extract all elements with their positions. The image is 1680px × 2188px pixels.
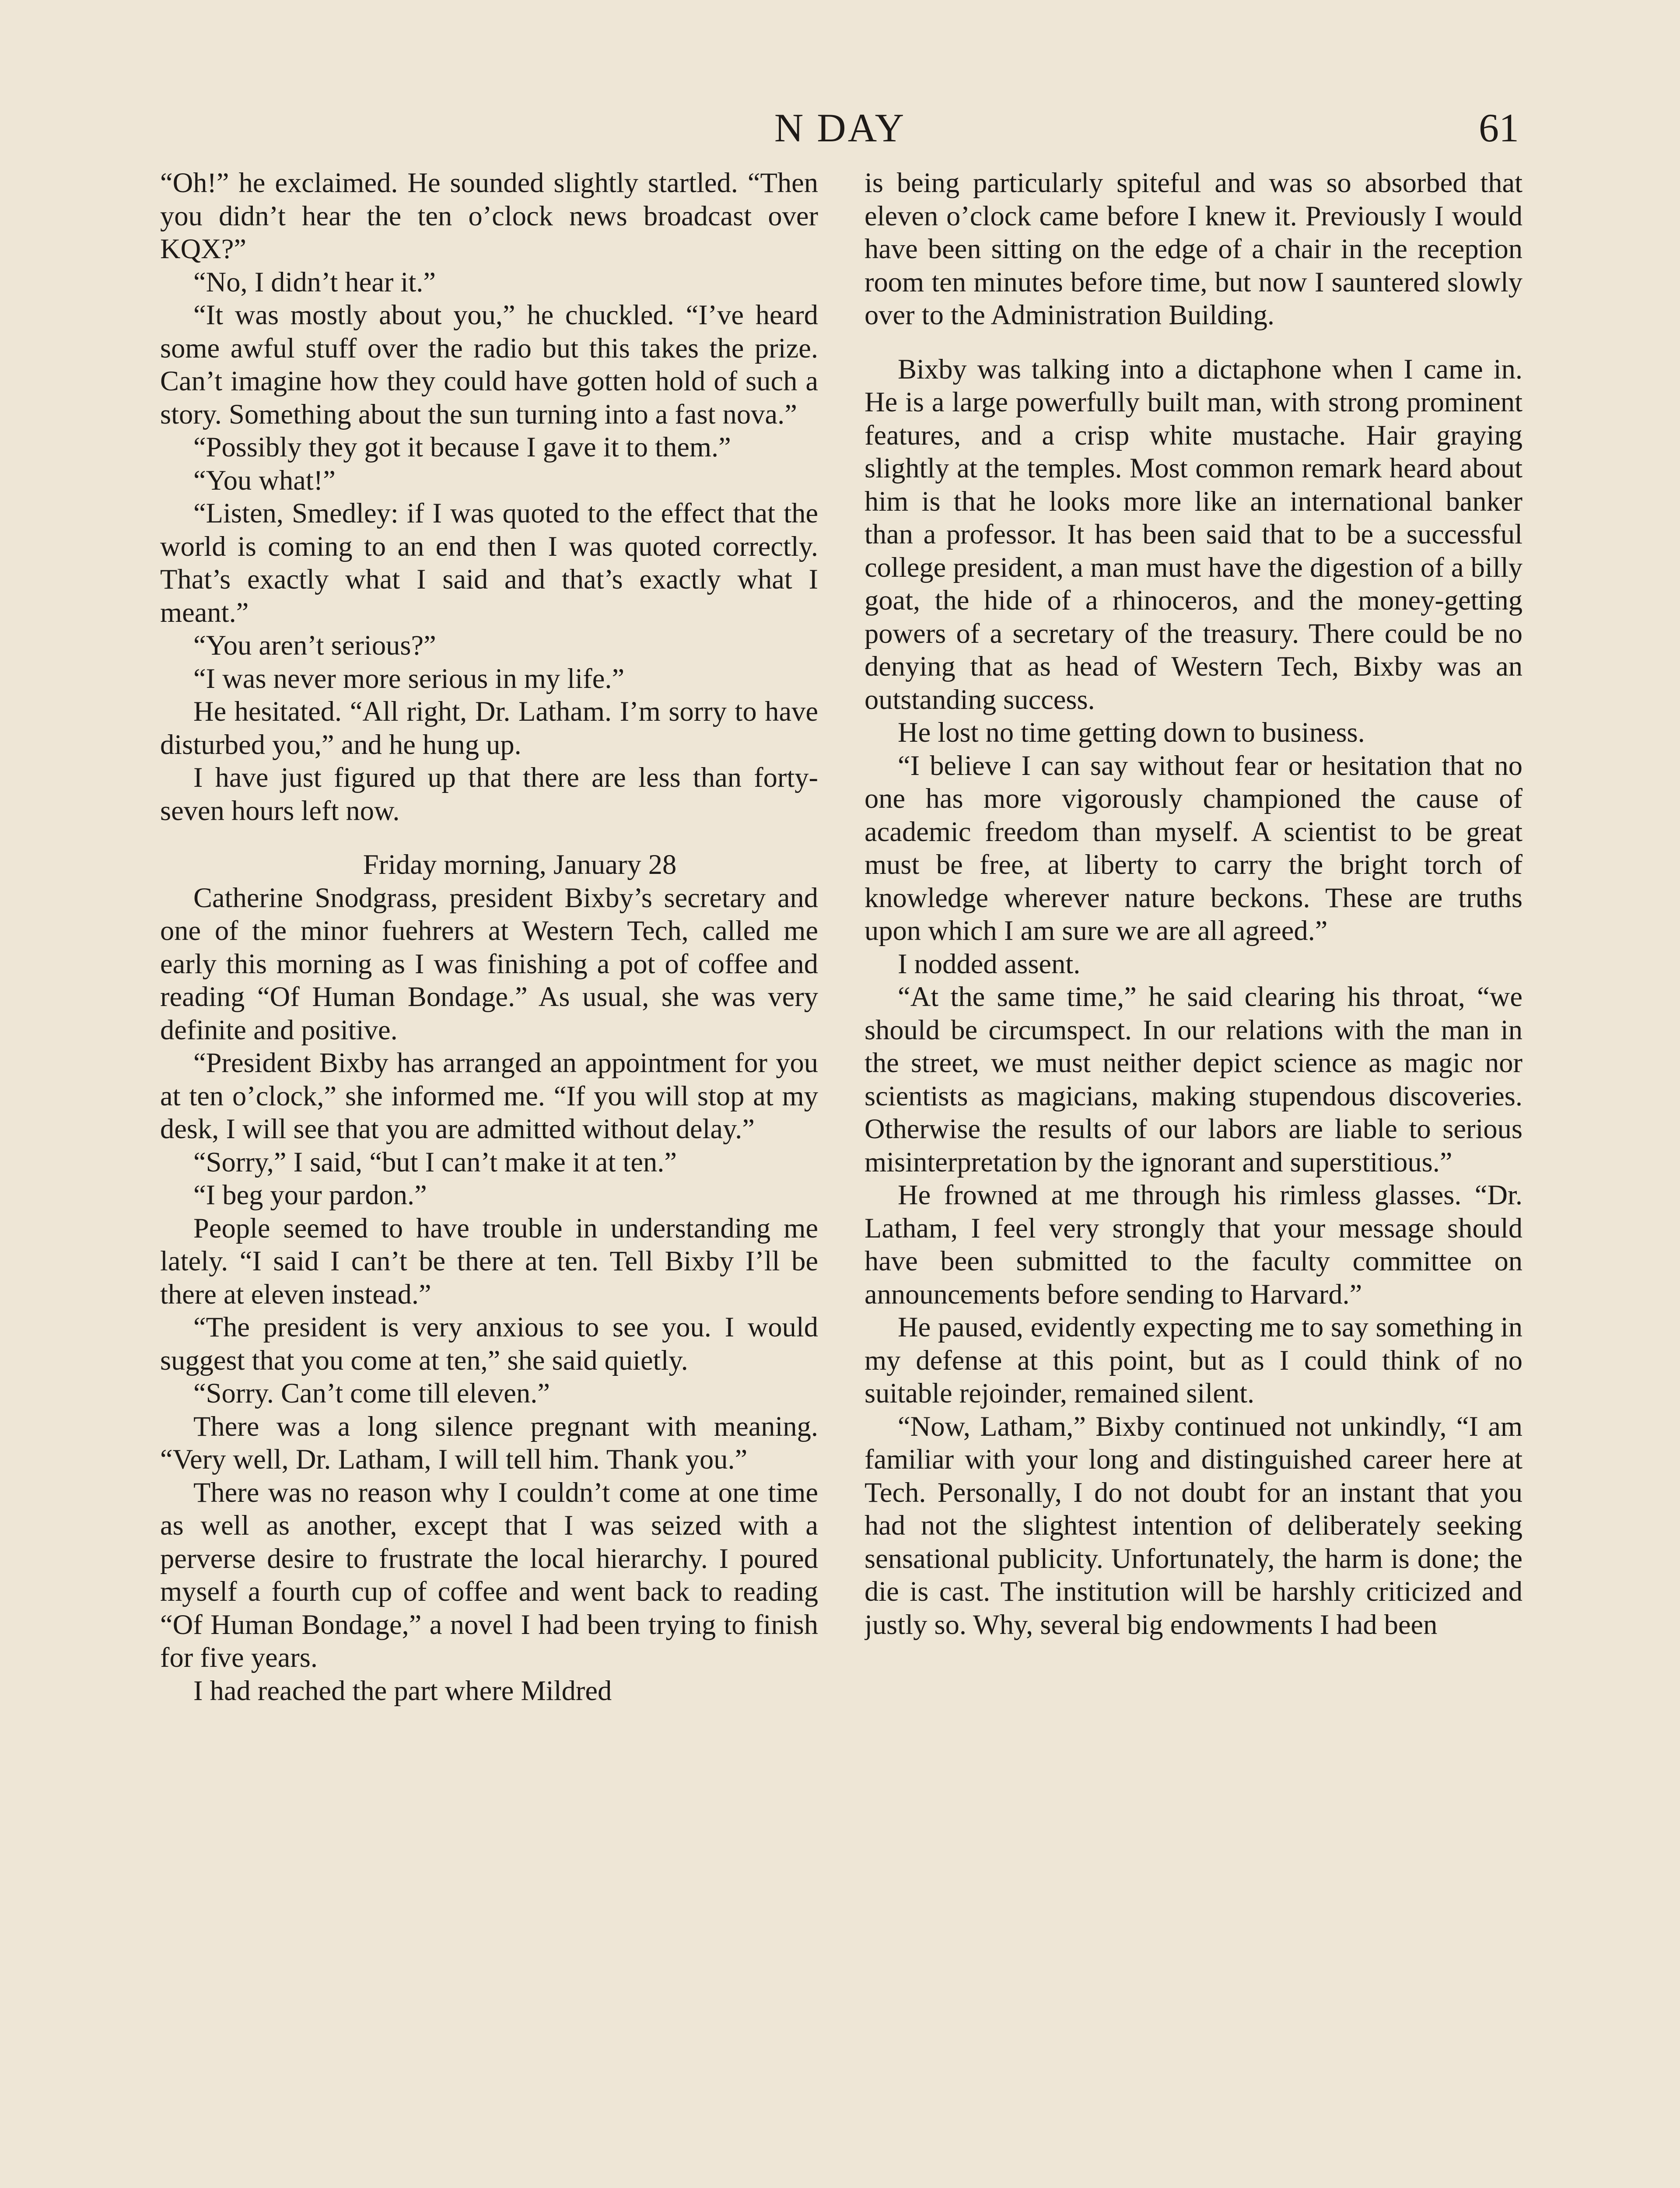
paragraph: I had reached the part where Mildred xyxy=(193,1675,612,1706)
page-header xyxy=(161,102,1519,154)
paragraph: “No, I didn’t hear it.” xyxy=(193,266,436,298)
paragraph: There was no reason why I couldn’t come at one time as well as another, except that I was seized with a perverse desire to frustrate the local hierarchy. I poured myself a fourth cup of coffee and went back to reading “Of Human Bondage,” a novel I had been trying to finish for five years. xyxy=(160,1476,818,1673)
dateline: Friday morning, January 28 xyxy=(363,849,677,880)
paragraph: “Oh!” he exclaimed. He sounded slightly startled. “Then you didn’t hear the ten o’clock news broadcast over KQX?” xyxy=(160,167,818,264)
paragraph: is being particularly spiteful and was so absorbed that eleven o’clock came before I knew it. Previously I would have been sitting on the edge of a chair in the reception room ten minutes before time, but now I sauntered slowly over to the Administration Building. xyxy=(864,167,1522,330)
paragraph: He frowned at me through his rimless glasses. “Dr. Latham, I feel very strongly that your message should have been submitted to the faculty committee on announcements before sending to Harvard.” xyxy=(864,1179,1522,1310)
paragraph: “Now, Latham,” Bixby continued not unkindly, “I am familiar with your long and distinguished career here at Tech. Personally, I do not doubt for an instant that you had not the slightest intention of deliberately seeking sensational publicity. Unfortunately, the harm is done; the die is cast. The institution will be harshly criticized and justly so. Why, several big endowments I had been xyxy=(864,1410,1522,1640)
paragraph: “I was never more serious in my life.” xyxy=(193,663,625,694)
paragraph: I have just figured up that there are less than forty-seven hours left now. xyxy=(160,762,818,826)
paragraph: “I believe I can say without fear or hesitation that no one has more vigorously championed the cause of academic freedom than myself. A scientist to be great must be free, at liberty to carry the bright torch of knowledge wherever nature beckons. These are truths upon which I am sure we are all agreed.” xyxy=(864,750,1522,946)
paragraph: He paused, evidently expecting me to say something in my defense at this point, but as I could think of no suitable rejoinder, remained silent. xyxy=(864,1311,1522,1409)
running-title: N DAY xyxy=(774,105,906,150)
paragraph: “Listen, Smedley: if I was quoted to the effect that the world is coming to an end then I was quoted correctly. That’s exactly what I said and that’s exactly what I meant.” xyxy=(160,498,818,628)
paragraph: I nodded assent. xyxy=(898,948,1081,979)
paragraph: “At the same time,” he said clearing his throat, “we should be circumspect. In our relations with the man in the street, we must neither depict science as magic nor scientists as magicians, making stupendous discoveries. Otherwise the results of our labors are liable to serious misinterpretation by the ignorant and superstitious.” xyxy=(864,981,1522,1178)
paragraph: “You what!” xyxy=(193,464,336,496)
paragraph: “Sorry,” I said, “but I can’t make it at ten.” xyxy=(193,1146,677,1178)
paragraph: “I beg your pardon.” xyxy=(193,1179,427,1210)
right-column xyxy=(864,166,1522,2188)
paragraph: “Sorry. Can’t come till eleven.” xyxy=(193,1378,550,1409)
paragraph: Bixby was talking into a dictaphone when I came in. He is a large powerfully built man, with strong prominent features, and a crisp white mustache. Hair graying slightly at the temples. Most common remark heard about him is that he looks more like an international banker than a professor. It has been said that to be a successful college president, a man must have the digestion of a billy goat, the hide of a rhinoceros, and the money-getting powers of a secretary of the treasury. There could be no denying that as head of Western Tech, Bixby was an outstanding success. xyxy=(864,353,1522,715)
paragraph: “President Bixby has arranged an appointment for you at ten o’clock,” she informed me. “If you will stop at my desk, I will see that you are admitted without delay.” xyxy=(160,1047,818,1144)
paragraph: “The president is very anxious to see you. I would suggest that you come at ten,” she said quietly. xyxy=(160,1311,818,1376)
paragraph: There was a long silence pregnant with meaning. “Very well, Dr. Latham, I will tell him. Thank you.” xyxy=(160,1410,818,1475)
paragraph: He lost no time getting down to business. xyxy=(898,717,1365,748)
paragraph: He hesitated. “All right, Dr. Latham. I’m sorry to have disturbed you,” and he hung up. xyxy=(160,696,818,760)
paragraph: People seemed to have trouble in understanding me lately. “I said I can’t be there at ten. Tell Bixby I’ll be there at eleven instead.” xyxy=(160,1212,818,1310)
paragraph: “It was mostly about you,” he chuckled. “I’ve heard some awful stuff over the radio but this takes the prize. Can’t imagine how they could have gotten hold of such a story. Something about the sun turning into a fast nova.” xyxy=(160,299,818,430)
paragraph: “Possibly they got it because I gave it to them.” xyxy=(193,431,731,463)
paragraph: “You aren’t serious?” xyxy=(193,630,436,661)
left-column xyxy=(160,166,818,2188)
page-number: 61 xyxy=(1479,105,1519,150)
paragraph: Catherine Snodgrass, president Bixby’s secretary and one of the minor fuehrers at Western Tech, called me early this morning as I was finishing a pot of coffee and reading “Of Human Bondage.” As usual, she was very definite and positive. xyxy=(160,882,818,1045)
